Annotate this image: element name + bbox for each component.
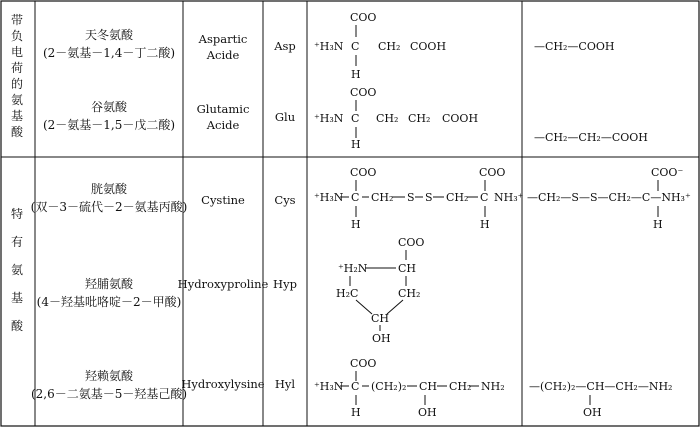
svg-text:COO: COO (398, 236, 425, 249)
side-chain (529, 380, 672, 419)
cn-desc: (2,6－二氨基－5－羟基己酸) (30, 387, 188, 401)
structure-formula (314, 166, 524, 231)
svg-text:⁺H₃N: ⁺H₃N (314, 191, 344, 204)
abbr: Hyl (274, 377, 296, 391)
svg-text:CH: CH (419, 380, 438, 393)
group-label-special (11, 206, 24, 333)
cn-name: 天冬氨酸 (84, 28, 134, 42)
svg-text:NH₂: NH₂ (481, 380, 505, 393)
svg-text:荷: 荷 (10, 61, 24, 75)
svg-text:CH: CH (398, 262, 417, 275)
abbr: Glu (274, 110, 296, 124)
cn-name: 胱氨酸 (90, 182, 128, 196)
table-row (37, 236, 425, 345)
svg-text:OH: OH (418, 406, 437, 419)
svg-text:CH₂: CH₂ (371, 191, 394, 204)
svg-text:带: 带 (10, 13, 24, 27)
svg-text:酸: 酸 (10, 319, 24, 333)
table-row (43, 11, 615, 81)
en-name: Hydroxylysine (181, 377, 265, 391)
svg-text:CH₂: CH₂ (378, 40, 401, 53)
svg-text:CH₂: CH₂ (446, 191, 469, 204)
cn-desc: (双－3－硫代－2－氨基丙酸) (30, 200, 188, 214)
svg-text:的: 的 (10, 77, 24, 91)
svg-text:COO: COO (350, 166, 377, 179)
cn-desc: (4－羟基吡咯啶－2－甲酸) (36, 295, 182, 309)
side-chain (527, 166, 691, 231)
table-row (31, 166, 691, 231)
cn-name: 羟赖氨酸 (84, 369, 134, 383)
svg-text:C: C (480, 191, 489, 204)
svg-text:H: H (351, 68, 361, 81)
svg-text:CH₂: CH₂ (398, 287, 421, 300)
svg-text:COOH: COOH (442, 112, 479, 125)
svg-text:C: C (351, 380, 360, 393)
en-name: Acide (206, 118, 240, 132)
svg-text:CH₂: CH₂ (449, 380, 472, 393)
svg-text:S: S (407, 191, 415, 204)
abbr: Cys (274, 193, 296, 207)
en-name: Acide (206, 48, 240, 62)
svg-text:特: 特 (10, 207, 24, 221)
cn-name: 羟脯氨酸 (84, 277, 134, 291)
en-name: Hydroxyproline (177, 277, 269, 291)
en-name: Aspartic (198, 32, 248, 46)
svg-text:H: H (351, 138, 361, 151)
table-row (43, 86, 648, 151)
svg-text:S: S (425, 191, 433, 204)
svg-text:CH₂: CH₂ (408, 112, 431, 125)
cn-desc: (2－氨基－1,4－丁二酸) (42, 46, 176, 60)
svg-text:氨: 氨 (10, 93, 24, 107)
en-name: Glutamic (196, 102, 250, 116)
cn-desc: (2－氨基－1,5－戊二酸) (42, 118, 176, 132)
en-name: Cystine (201, 193, 245, 207)
side-chain: —CH₂—CH₂—COOH (534, 131, 648, 144)
svg-text:COO: COO (350, 11, 377, 24)
svg-text:酸: 酸 (10, 125, 24, 139)
svg-text:COOH: COOH (410, 40, 447, 53)
svg-text:COO: COO (350, 357, 377, 370)
side-chain: —CH₂—COOH (534, 40, 615, 53)
svg-text:CH₂: CH₂ (376, 112, 399, 125)
svg-text:H: H (351, 218, 361, 231)
svg-text:C: C (351, 191, 360, 204)
svg-text:CH: CH (371, 312, 390, 325)
svg-text:—CH₂—S—S—CH₂—C—NH₃⁺: —CH₂—S—S—CH₂—C—NH₃⁺ (527, 191, 691, 204)
svg-text:OH: OH (372, 332, 391, 345)
svg-text:C: C (351, 40, 360, 53)
structure-formula (314, 11, 446, 81)
svg-text:(CH₂)₂: (CH₂)₂ (371, 380, 407, 393)
svg-text:—(CH₂)₂—CH—CH₂—NH₂: —(CH₂)₂—CH—CH₂—NH₂ (529, 380, 673, 393)
svg-text:基: 基 (10, 109, 24, 123)
svg-text:⁺H₂N: ⁺H₂N (338, 262, 368, 275)
svg-text:COO: COO (479, 166, 506, 179)
svg-text:NH₃⁺: NH₃⁺ (494, 191, 524, 204)
svg-text:OH: OH (583, 406, 602, 419)
structure-formula (314, 86, 478, 151)
table-row (31, 357, 673, 419)
svg-text:H₂C: H₂C (336, 287, 359, 300)
svg-text:基: 基 (10, 291, 24, 305)
cn-name: 谷氨酸 (90, 100, 128, 114)
structure-formula (336, 236, 424, 345)
svg-text:COO⁻: COO⁻ (651, 166, 684, 179)
svg-text:H: H (351, 406, 361, 419)
svg-text:氨: 氨 (10, 263, 24, 277)
svg-text:H: H (480, 218, 490, 231)
group-label-charged (11, 12, 24, 139)
svg-text:⁺H₃N: ⁺H₃N (314, 40, 344, 53)
svg-text:C: C (351, 112, 360, 125)
abbr: Hyp (273, 277, 297, 291)
svg-text:H: H (653, 218, 663, 231)
svg-text:电: 电 (10, 45, 24, 59)
abbr: Asp (274, 39, 296, 53)
svg-text:负: 负 (10, 29, 24, 43)
svg-text:有: 有 (10, 235, 24, 249)
svg-text:⁺H₃N: ⁺H₃N (314, 380, 344, 393)
structure-formula (314, 357, 505, 419)
svg-text:COO: COO (350, 86, 377, 99)
svg-text:⁺H₃N: ⁺H₃N (314, 112, 344, 125)
